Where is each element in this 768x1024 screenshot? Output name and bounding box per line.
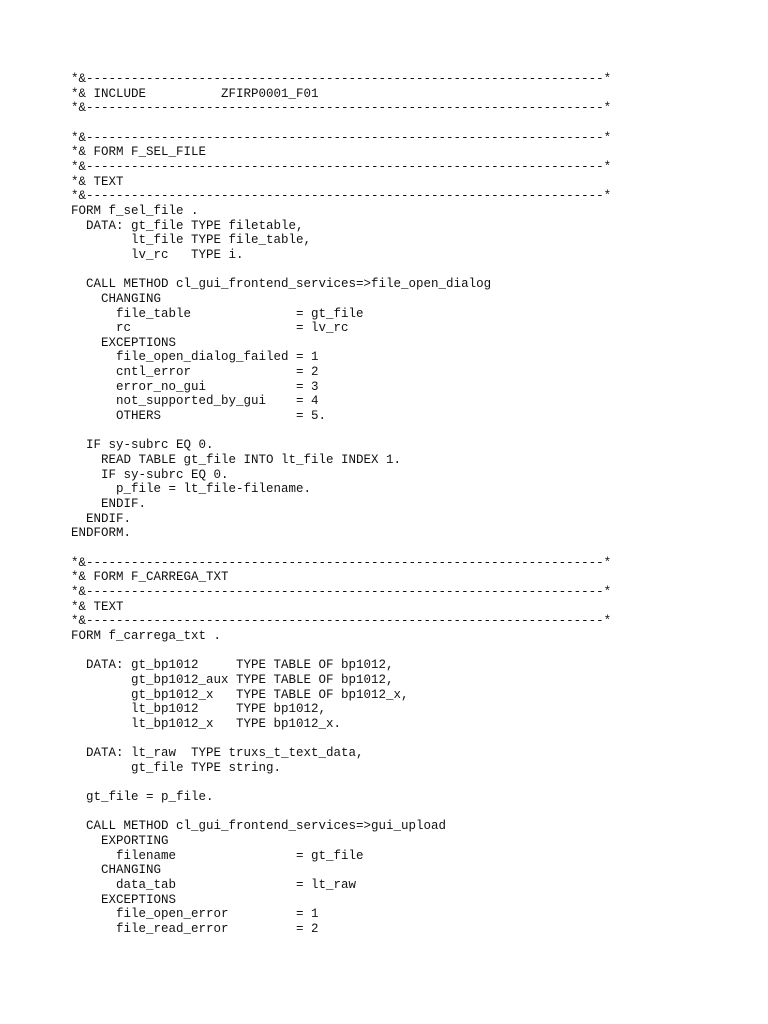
code-line: EXCEPTIONS bbox=[71, 892, 177, 907]
code-line: IF sy-subrc EQ 0. bbox=[71, 467, 229, 482]
code-line: *& FORM F_SEL_FILE bbox=[71, 145, 207, 160]
code-line: EXPORTING bbox=[71, 834, 169, 849]
code-line: CHANGING bbox=[71, 863, 162, 878]
code-line bbox=[71, 263, 611, 278]
code-line: OTHERS = 5. bbox=[71, 409, 327, 424]
code-line: *&---------------------------------------------------------------------* bbox=[71, 614, 612, 629]
code-line: file_read_error = 2 bbox=[71, 922, 319, 937]
code-line: DATA: gt_file TYPE filetable, bbox=[71, 218, 304, 233]
code-line: IF sy-subrc EQ 0. bbox=[71, 438, 214, 453]
code-line: READ TABLE gt_file INTO lt_file INDEX 1. bbox=[71, 453, 402, 468]
code-line: EXCEPTIONS bbox=[71, 335, 177, 350]
code-line: filename = gt_file bbox=[71, 848, 364, 863]
code-line: gt_file = p_file. bbox=[71, 790, 214, 805]
code-line: file_open_dialog_failed = 1 bbox=[71, 350, 319, 365]
code-line: file_table = gt_file bbox=[71, 306, 364, 321]
code-line: *&---------------------------------------------------------------------* bbox=[71, 159, 612, 174]
code-line: *& TEXT bbox=[71, 599, 124, 614]
code-line: CALL METHOD cl_gui_frontend_services=>gui_upload bbox=[71, 819, 447, 834]
code-line: lv_rc TYPE i. bbox=[71, 247, 244, 262]
code-line: *&---------------------------------------------------------------------* bbox=[71, 130, 612, 145]
code-line: file_open_error = 1 bbox=[71, 907, 319, 922]
code-line: CALL METHOD cl_gui_frontend_services=>file_open_dialog bbox=[71, 277, 492, 292]
code-listing bbox=[71, 72, 611, 937]
code-line bbox=[71, 805, 611, 820]
code-line: cntl_error = 2 bbox=[71, 365, 319, 380]
code-line: *&---------------------------------------------------------------------* bbox=[71, 555, 612, 570]
code-line: *&---------------------------------------------------------------------* bbox=[71, 584, 612, 599]
code-line: *&---------------------------------------------------------------------* bbox=[71, 189, 612, 204]
code-line: gt_bp1012_aux TYPE TABLE OF bp1012, bbox=[71, 672, 394, 687]
code-line bbox=[71, 776, 611, 791]
code-line: *& TEXT bbox=[71, 174, 124, 189]
code-line: lt_bp1012_x TYPE bp1012_x. bbox=[71, 716, 342, 731]
code-line: *&---------------------------------------------------------------------* bbox=[71, 101, 612, 116]
code-line bbox=[71, 116, 611, 131]
code-line bbox=[71, 541, 611, 556]
code-line: not_supported_by_gui = 4 bbox=[71, 394, 319, 409]
code-line bbox=[71, 732, 611, 747]
code-line: ENDFORM. bbox=[71, 526, 132, 541]
code-line: *&---------------------------------------------------------------------* bbox=[71, 72, 612, 86]
code-line: FORM f_carrega_txt . bbox=[71, 628, 222, 643]
code-line: DATA: lt_raw TYPE truxs_t_text_data, bbox=[71, 746, 364, 761]
code-line: *& FORM F_CARREGA_TXT bbox=[71, 570, 229, 585]
code-line: gt_bp1012_x TYPE TABLE OF bp1012_x, bbox=[71, 687, 409, 702]
code-line: rc = lv_rc bbox=[71, 321, 349, 336]
code-line: *& INCLUDE ZFIRP0001_F01 bbox=[71, 86, 319, 101]
code-line: lt_file TYPE file_table, bbox=[71, 233, 312, 248]
code-line: data_tab = lt_raw bbox=[71, 878, 357, 893]
code-line: gt_file TYPE string. bbox=[71, 760, 282, 775]
code-line: lt_bp1012 TYPE bp1012, bbox=[71, 702, 327, 717]
code-line: ENDIF. bbox=[71, 497, 147, 512]
code-line: CHANGING bbox=[71, 291, 162, 306]
code-line: DATA: gt_bp1012 TYPE TABLE OF bp1012, bbox=[71, 658, 394, 673]
code-line: error_no_gui = 3 bbox=[71, 379, 319, 394]
code-line bbox=[71, 644, 611, 659]
code-line bbox=[71, 424, 611, 439]
code-line: p_file = lt_file-filename. bbox=[71, 482, 312, 497]
code-line: FORM f_sel_file . bbox=[71, 203, 199, 218]
code-line: ENDIF. bbox=[71, 511, 132, 526]
